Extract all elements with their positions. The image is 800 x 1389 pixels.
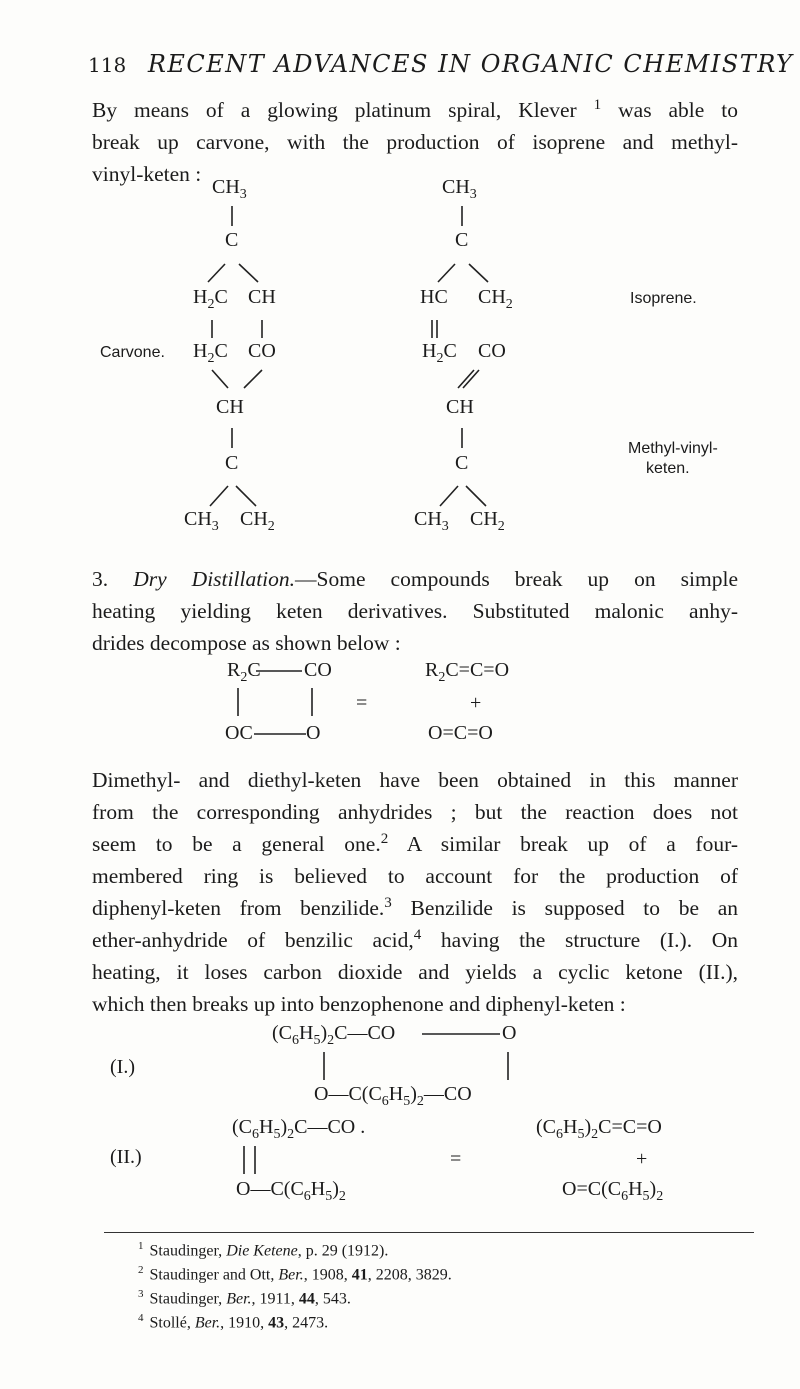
label-structure-I: (I.) [110,1056,135,1078]
footnote-ref: 4 [413,926,422,943]
footnote-rule [104,1232,754,1233]
keten-ch: CH [446,396,474,418]
text-line: ether-anhydride of benzilic acid,$^4$ having the structure (I.). On [92,926,739,952]
page-number: 118 [88,53,127,77]
text-line: Dimethyl- and diethyl-keten have been obtained in this manner [92,768,738,792]
text-line: which then breaks up into benzophenone and diphenyl-keten : [92,992,626,1016]
keten-co: CO [478,340,506,362]
running-title: RECENT ADVANCES IN ORGANIC CHEMISTRY [147,50,794,78]
footnote-ref: 2 [380,830,389,847]
isoprene-ch2: $CH_2$ [478,286,513,312]
benzilide-bottom: $O—C(C_6H_5)_2—CO$ [314,1083,472,1109]
product-co2: O=C=O [428,722,493,744]
isoprene-h2c: $H_2C$ [422,340,457,366]
carvone-c-top: C [225,229,239,251]
footnote-4: $^4$ Stollé, Ber., 1910, 43, 2473. [138,1312,329,1332]
anhydride-co: CO [304,659,332,681]
plus-sign: + [636,1148,648,1170]
carvone-h2c-upper: $H_2C$ [193,286,228,312]
benzilide-o-right: O [502,1022,517,1044]
carvone-co: CO [248,340,276,362]
text-line: 3. Dry Distillation.—Some compounds break up on simple [92,567,738,591]
text-line: seem to be a general one.$^2$ A similar break up of a four- [92,830,738,856]
plus-sign: + [470,692,482,714]
footnote-ref: 1 [593,96,602,113]
text-line: heating yielding keten derivatives. Substituted malonic anhy- [92,599,738,623]
text-line: By means of a glowing platinum spiral, Klever $^1$ was able to [92,96,738,122]
label-methyl-vinyl-keten-1: Methyl-vinyl- [628,440,718,457]
keten-ch3: $CH_3$ [414,508,449,534]
text-line: vinyl-keten : [92,162,202,186]
carvone-ch3-bottom: $CH_3$ [184,508,219,534]
carvone-h2c-lower: $H_2C$ [193,340,228,366]
footnote-2: $^2$ Staudinger and Ott, Ber., 1908, 41, 2208, 3829. [138,1264,452,1284]
carvone-ch: CH [248,286,276,308]
anhydride-oc: OC [225,722,253,744]
label-methyl-vinyl-keten-2: keten. [646,460,690,477]
footnote-ref: 3 [384,894,392,911]
benzilide-top: $(C_6H_5)_2C—CO$ [272,1022,396,1048]
text-line: drides decompose as shown below : [92,631,401,655]
section-heading: Dry Distillation. [133,567,296,591]
keten-c: C [455,452,469,474]
text-line: membered ring is believed to account for the production of [92,864,738,888]
isoprene-hc: HC [420,286,448,308]
equals-sign: = [450,1148,462,1170]
label-carvone: Carvone. [100,344,165,361]
product-keten: $R_2C=C=O$ [425,659,510,685]
diphenyl-keten: $(C_6H_5)_2C=C=O$ [536,1116,662,1142]
footnote-1: $^1$ Staudinger, Die Ketene, p. 29 (1912). [138,1240,389,1260]
anhydride-o: O [306,722,321,744]
keten-ch2: $CH_2$ [470,508,505,534]
carvone-ch-lower: CH [216,396,244,418]
carvone-c-bottom: C [225,452,239,474]
anhydride-r2c: $R_2C$ [227,659,261,685]
cyclic-ketone-top: $(C_6H_5)_2C—CO$ . [232,1116,366,1142]
benzophenone: $O=C(C_6H_5)_2$ [562,1178,664,1204]
text-line: break up carvone, with the production of isoprene and methyl- [92,130,738,154]
label-isoprene: Isoprene. [630,290,697,307]
carvone-ch3-top: $CH_3$ [212,176,247,202]
isoprene-c: C [455,229,469,251]
footnote-3: $^3$ Staudinger, Ber., 1911, 44, 543. [138,1288,351,1308]
carvone-ch2-bottom: $CH_2$ [240,508,275,534]
text-line: heating, it loses carbon dioxide and yields a cyclic ketone (II.), [92,960,738,984]
text-line: diphenyl-keten from benzilide.$^3$ Benzilide is supposed to be an [92,894,738,920]
text-line: from the corresponding anhydrides ; but the reaction does not [92,800,738,824]
cyclic-ketone-bottom: $O—C(C_6H_5)_2$ [236,1178,346,1204]
isoprene-ch3: $CH_3$ [442,176,477,202]
label-structure-II: (II.) [110,1146,142,1168]
equals-sign: = [356,692,368,714]
